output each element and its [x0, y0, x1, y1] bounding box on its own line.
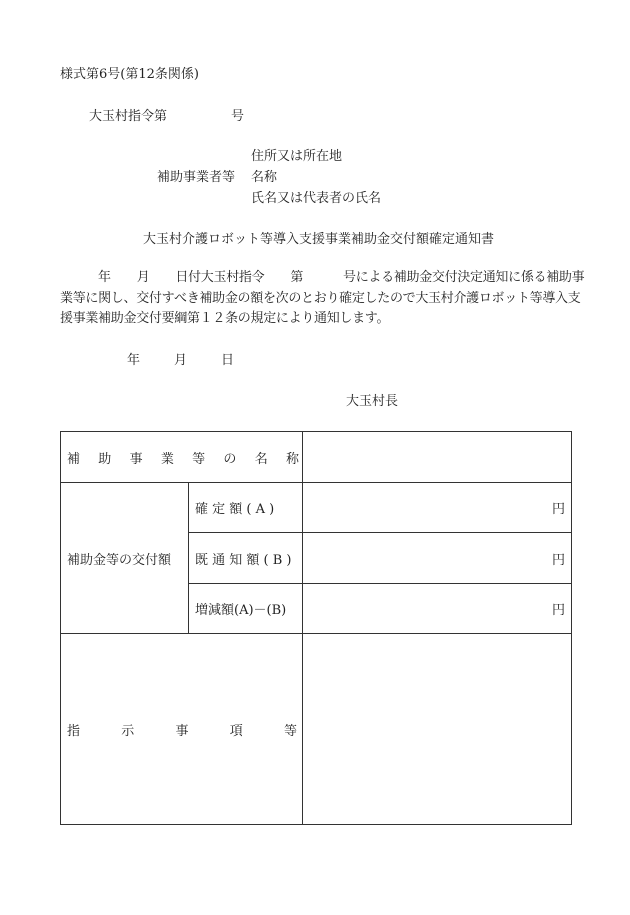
date-line: [127, 352, 234, 370]
notified-amount-unit: 円: [551, 552, 565, 568]
difference-label: 増減額(A)－(B): [195, 603, 287, 618]
grant-amount-label: 補助金等の交付額: [67, 552, 172, 568]
recipient-group-label: 補助事業者等: [157, 170, 236, 185]
name-label: 名称: [251, 170, 278, 185]
body-year: 年: [98, 270, 111, 285]
instructions-label: 指 示 事 項 等: [67, 723, 297, 739]
confirmed-amount-label: 確 定 額 ( A ): [195, 502, 275, 517]
body-month: 月: [136, 270, 150, 285]
address-label: 住所又は所在地: [251, 149, 343, 164]
project-name-label: 補 助 事 業 等 の 名 称: [67, 451, 299, 467]
ref-number-prefix: 大玉村指令第: [89, 109, 168, 124]
issuer: 大玉村長: [346, 394, 399, 409]
body-text: 号による補助金交付決定通知に係る補助事業等に関し、交付すべき補助金の額を次のとおり確定したので大玉村介護ロボット等導入支援事業補助金交付要綱第１２条の規定により通知します。: [60, 270, 585, 326]
project-name-value: [303, 432, 571, 482]
body-no: 第: [290, 270, 304, 285]
ref-number-suffix: 号: [231, 109, 245, 124]
form-number: 様式第6号(第12条関係): [60, 67, 199, 82]
body-dated-ref: 日付大玉村指令: [175, 270, 265, 285]
date-day: 日: [221, 353, 235, 368]
confirmed-amount-unit: 円: [551, 502, 565, 517]
grant-table: [60, 431, 572, 825]
difference-unit: 円: [551, 603, 565, 618]
date-month: 月: [174, 353, 188, 368]
representative-label: 氏名又は代表者の氏名: [251, 191, 382, 206]
notified-amount-label: 既 通 知 額 ( B ): [195, 552, 292, 568]
document-title: 大玉村介護ロボット等導入支援事業補助金交付額確定通知書: [143, 232, 495, 247]
notice-paragraph: [60, 268, 585, 330]
instructions-value: [303, 634, 571, 824]
date-year: 年: [127, 353, 141, 368]
